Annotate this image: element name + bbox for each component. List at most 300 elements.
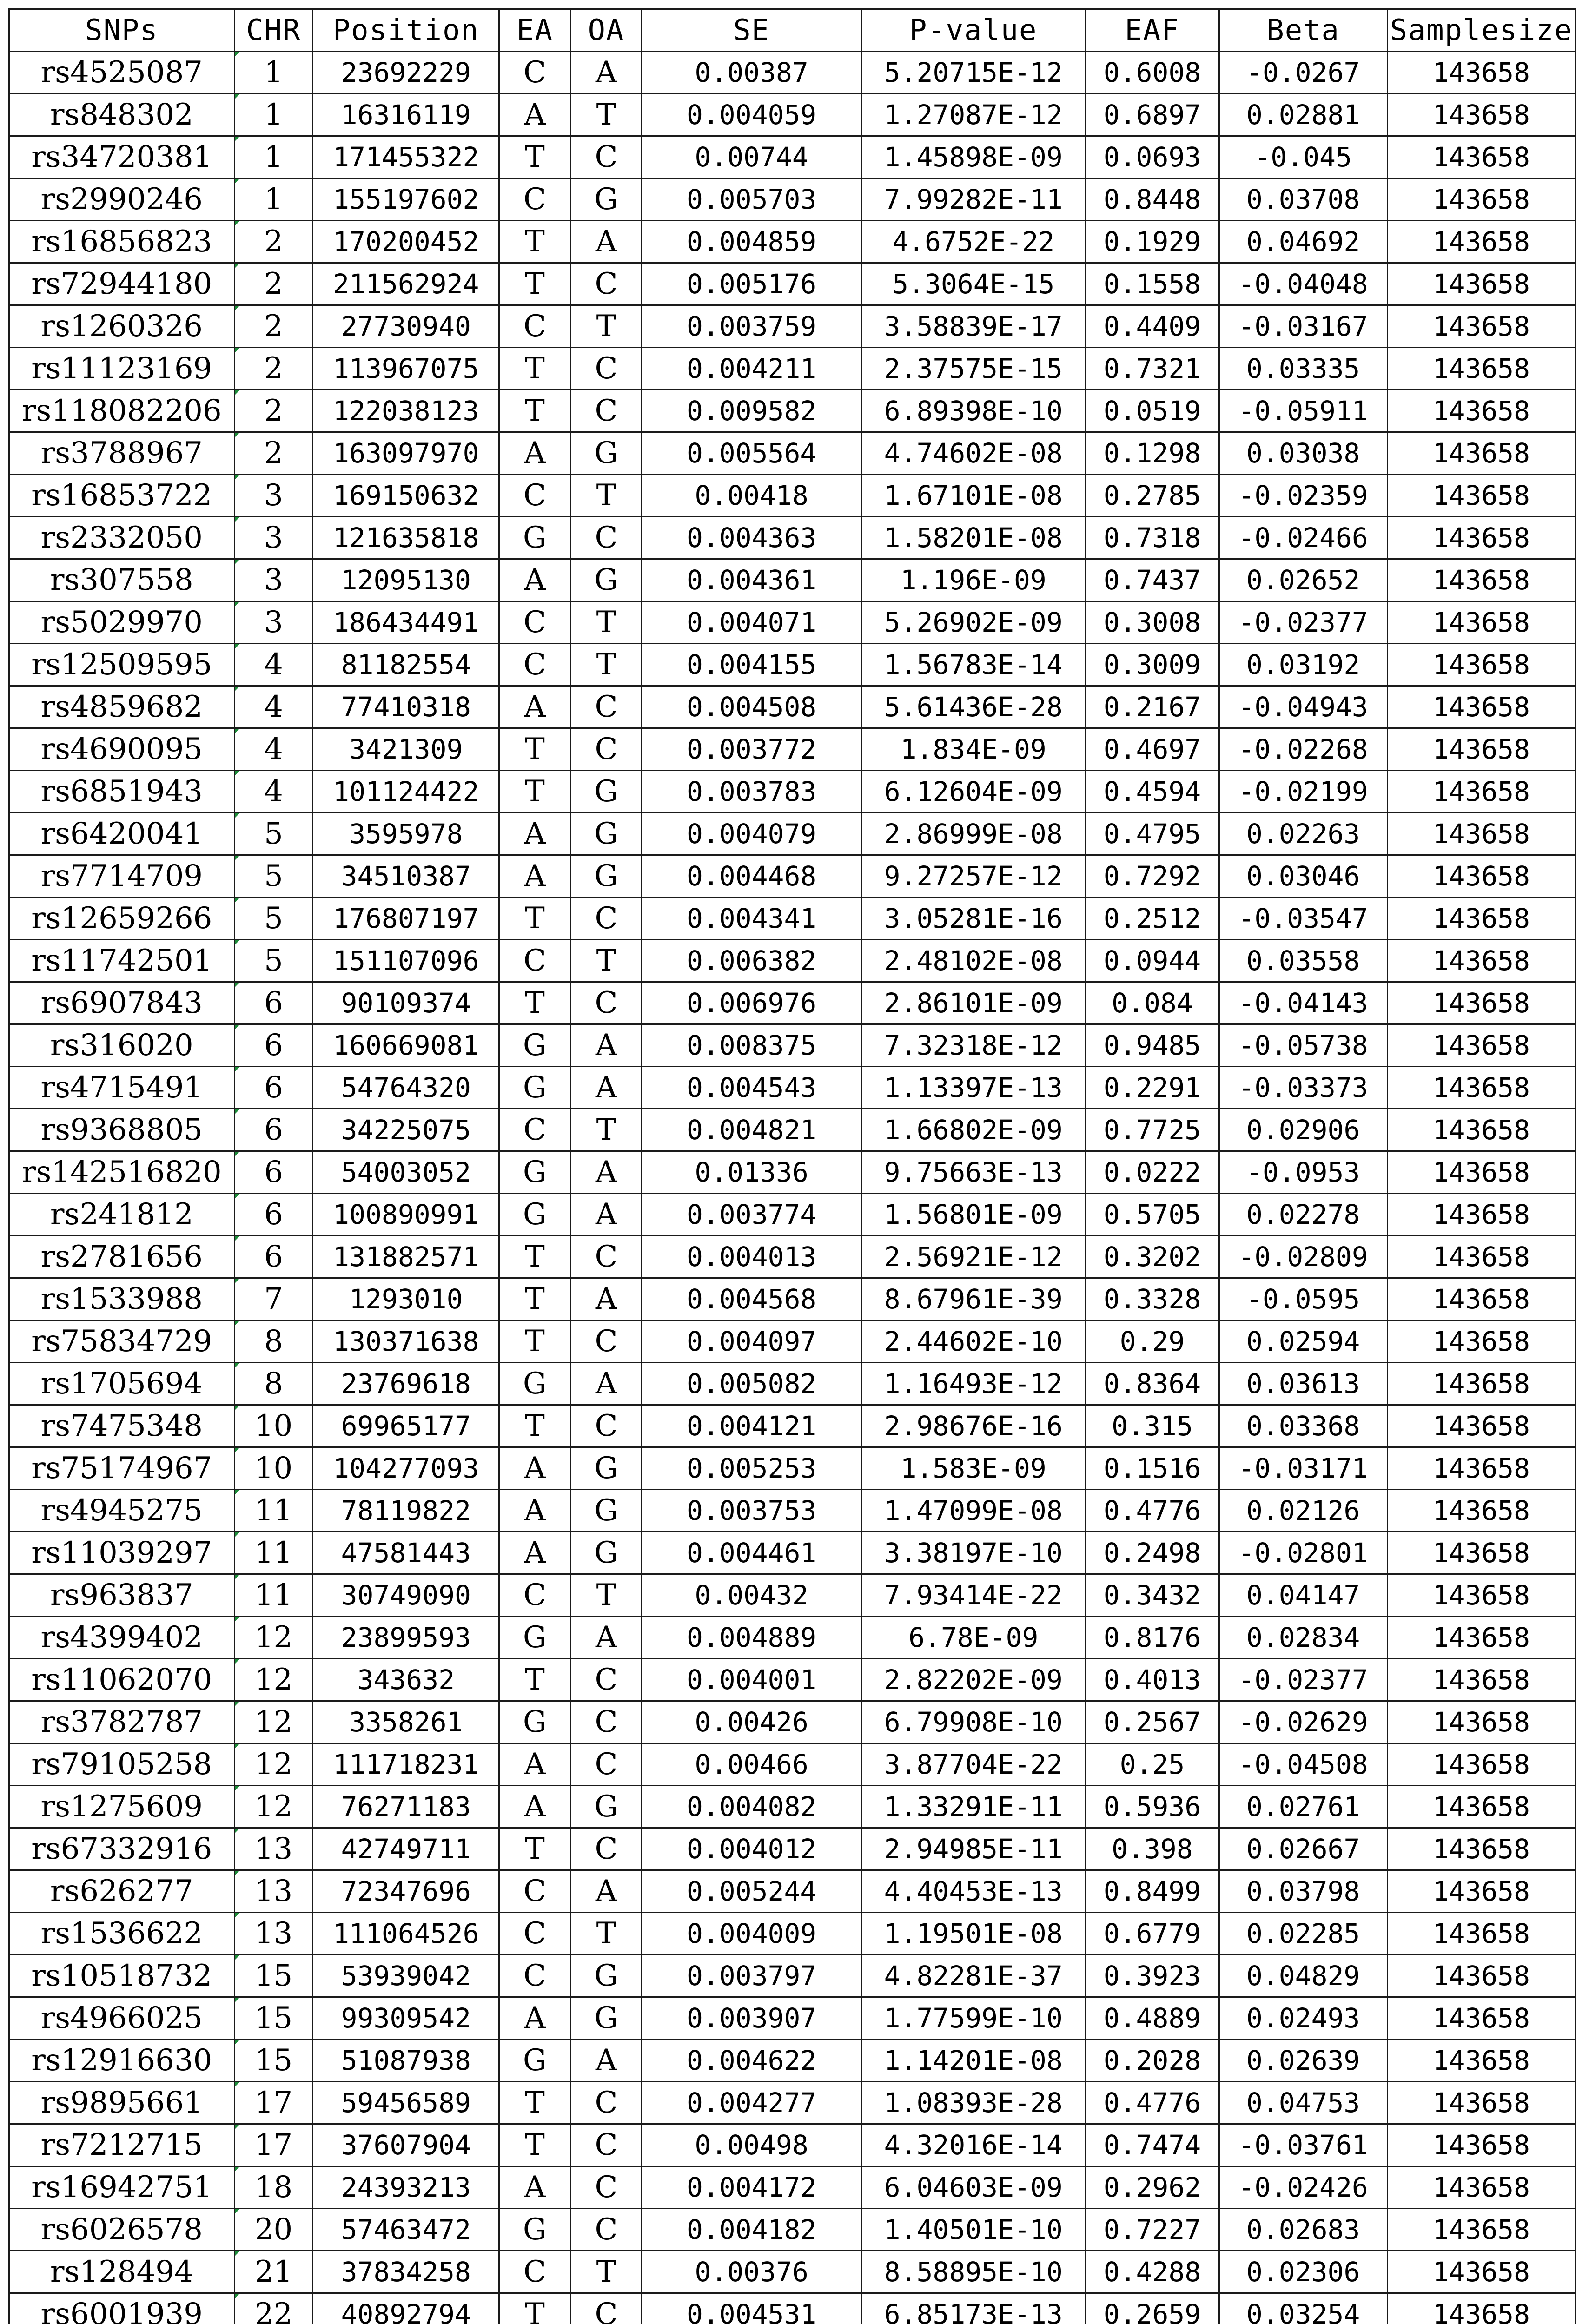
chr-cell[interactable]: 3: [234, 475, 313, 517]
ea-cell[interactable]: C: [499, 475, 570, 517]
ea-cell[interactable]: C: [499, 52, 570, 94]
beta-cell[interactable]: 0.03038: [1219, 432, 1387, 475]
snp-cell[interactable]: rs79105258: [9, 1743, 235, 1786]
position-cell[interactable]: 76271183: [313, 1786, 499, 1828]
beta-cell[interactable]: 0.03335: [1219, 348, 1387, 390]
se-cell[interactable]: 0.004172: [642, 2166, 861, 2209]
ea-cell[interactable]: G: [499, 1151, 570, 1194]
beta-cell[interactable]: 0.03798: [1219, 1870, 1387, 1913]
se-cell[interactable]: 0.005564: [642, 432, 861, 475]
eaf-cell[interactable]: 0.0944: [1086, 940, 1219, 982]
eaf-cell[interactable]: 0.1929: [1086, 221, 1219, 263]
snp-cell[interactable]: rs1275609: [9, 1786, 235, 1828]
oa-cell[interactable]: T: [570, 940, 642, 982]
beta-cell[interactable]: -0.04048: [1219, 263, 1387, 305]
snp-cell[interactable]: rs241812: [9, 1194, 235, 1236]
se-cell[interactable]: 0.004155: [642, 644, 861, 686]
ea-cell[interactable]: T: [499, 728, 570, 771]
chr-cell[interactable]: 15: [234, 1955, 313, 1997]
position-cell[interactable]: 42749711: [313, 1828, 499, 1870]
se-cell[interactable]: 0.004082: [642, 1786, 861, 1828]
se-cell[interactable]: 0.003772: [642, 728, 861, 771]
snp-cell[interactable]: rs7475348: [9, 1405, 235, 1447]
p-value-cell[interactable]: 6.79908E-10: [861, 1701, 1086, 1743]
p-value-cell[interactable]: 8.67961E-39: [861, 1278, 1086, 1320]
ea-cell[interactable]: C: [499, 1109, 570, 1151]
ea-cell[interactable]: C: [499, 644, 570, 686]
samplesize-cell[interactable]: 143658: [1387, 2124, 1575, 2166]
ea-cell[interactable]: A: [499, 1743, 570, 1786]
snp-cell[interactable]: rs7714709: [9, 855, 235, 898]
beta-cell[interactable]: 0.02834: [1219, 1617, 1387, 1659]
se-cell[interactable]: 0.01336: [642, 1151, 861, 1194]
beta-cell[interactable]: 0.03613: [1219, 1363, 1387, 1405]
ea-cell[interactable]: T: [499, 1236, 570, 1278]
position-cell[interactable]: 104277093: [313, 1447, 499, 1490]
se-cell[interactable]: 0.005082: [642, 1363, 861, 1405]
position-cell[interactable]: 163097970: [313, 432, 499, 475]
se-cell[interactable]: 0.00432: [642, 1574, 861, 1617]
column-header-samplesize[interactable]: Samplesize: [1387, 9, 1575, 52]
se-cell[interactable]: 0.00387: [642, 52, 861, 94]
ea-cell[interactable]: G: [499, 517, 570, 559]
p-value-cell[interactable]: 5.20715E-12: [861, 52, 1086, 94]
oa-cell[interactable]: T: [570, 1109, 642, 1151]
p-value-cell[interactable]: 3.87704E-22: [861, 1743, 1086, 1786]
oa-cell[interactable]: G: [570, 178, 642, 221]
ea-cell[interactable]: T: [499, 1828, 570, 1870]
position-cell[interactable]: 69965177: [313, 1405, 499, 1447]
p-value-cell[interactable]: 1.196E-09: [861, 559, 1086, 601]
position-cell[interactable]: 30749090: [313, 1574, 499, 1617]
eaf-cell[interactable]: 0.4288: [1086, 2251, 1219, 2293]
column-header-oa[interactable]: OA: [570, 9, 642, 52]
snp-cell[interactable]: rs4399402: [9, 1617, 235, 1659]
p-value-cell[interactable]: 4.32016E-14: [861, 2124, 1086, 2166]
beta-cell[interactable]: 0.03192: [1219, 644, 1387, 686]
se-cell[interactable]: 0.008375: [642, 1024, 861, 1067]
beta-cell[interactable]: 0.02881: [1219, 94, 1387, 136]
oa-cell[interactable]: C: [570, 1320, 642, 1363]
beta-cell[interactable]: 0.03558: [1219, 940, 1387, 982]
beta-cell[interactable]: 0.04829: [1219, 1955, 1387, 1997]
chr-cell[interactable]: 4: [234, 771, 313, 813]
p-value-cell[interactable]: 1.834E-09: [861, 728, 1086, 771]
beta-cell[interactable]: 0.02652: [1219, 559, 1387, 601]
eaf-cell[interactable]: 0.8448: [1086, 178, 1219, 221]
samplesize-cell[interactable]: 143658: [1387, 2166, 1575, 2209]
beta-cell[interactable]: -0.02629: [1219, 1701, 1387, 1743]
ea-cell[interactable]: T: [499, 221, 570, 263]
position-cell[interactable]: 169150632: [313, 475, 499, 517]
p-value-cell[interactable]: 1.14201E-08: [861, 2040, 1086, 2082]
position-cell[interactable]: 171455322: [313, 136, 499, 178]
oa-cell[interactable]: G: [570, 1997, 642, 2040]
position-cell[interactable]: 160669081: [313, 1024, 499, 1067]
se-cell[interactable]: 0.005176: [642, 263, 861, 305]
p-value-cell[interactable]: 6.04603E-09: [861, 2166, 1086, 2209]
position-cell[interactable]: 40892794: [313, 2293, 499, 2324]
beta-cell[interactable]: -0.03171: [1219, 1447, 1387, 1490]
oa-cell[interactable]: A: [570, 1363, 642, 1405]
se-cell[interactable]: 0.004012: [642, 1828, 861, 1870]
samplesize-cell[interactable]: 143658: [1387, 1109, 1575, 1151]
eaf-cell[interactable]: 0.4409: [1086, 305, 1219, 348]
p-value-cell[interactable]: 3.58839E-17: [861, 305, 1086, 348]
eaf-cell[interactable]: 0.7318: [1086, 517, 1219, 559]
ea-cell[interactable]: A: [499, 432, 570, 475]
samplesize-cell[interactable]: 143658: [1387, 263, 1575, 305]
samplesize-cell[interactable]: 143658: [1387, 1405, 1575, 1447]
ea-cell[interactable]: T: [499, 136, 570, 178]
column-header-beta[interactable]: Beta: [1219, 9, 1387, 52]
snp-cell[interactable]: rs2332050: [9, 517, 235, 559]
se-cell[interactable]: 0.009582: [642, 390, 861, 432]
ea-cell[interactable]: C: [499, 1955, 570, 1997]
se-cell[interactable]: 0.004622: [642, 2040, 861, 2082]
chr-cell[interactable]: 6: [234, 1236, 313, 1278]
snp-cell[interactable]: rs4525087: [9, 52, 235, 94]
beta-cell[interactable]: 0.02683: [1219, 2209, 1387, 2251]
eaf-cell[interactable]: 0.4594: [1086, 771, 1219, 813]
eaf-cell[interactable]: 0.2512: [1086, 898, 1219, 940]
p-value-cell[interactable]: 1.56801E-09: [861, 1194, 1086, 1236]
p-value-cell[interactable]: 3.38197E-10: [861, 1532, 1086, 1574]
se-cell[interactable]: 0.003907: [642, 1997, 861, 2040]
snp-cell[interactable]: rs848302: [9, 94, 235, 136]
samplesize-cell[interactable]: 143658: [1387, 644, 1575, 686]
oa-cell[interactable]: T: [570, 1574, 642, 1617]
oa-cell[interactable]: A: [570, 221, 642, 263]
chr-cell[interactable]: 13: [234, 1870, 313, 1913]
snp-cell[interactable]: rs72944180: [9, 263, 235, 305]
eaf-cell[interactable]: 0.3009: [1086, 644, 1219, 686]
p-value-cell[interactable]: 5.61436E-28: [861, 686, 1086, 728]
p-value-cell[interactable]: 6.89398E-10: [861, 390, 1086, 432]
beta-cell[interactable]: 0.03368: [1219, 1405, 1387, 1447]
snp-cell[interactable]: rs16856823: [9, 221, 235, 263]
eaf-cell[interactable]: 0.7437: [1086, 559, 1219, 601]
samplesize-cell[interactable]: 143658: [1387, 517, 1575, 559]
se-cell[interactable]: 0.003783: [642, 771, 861, 813]
beta-cell[interactable]: 0.02667: [1219, 1828, 1387, 1870]
position-cell[interactable]: 3421309: [313, 728, 499, 771]
eaf-cell[interactable]: 0.5936: [1086, 1786, 1219, 1828]
eaf-cell[interactable]: 0.6897: [1086, 94, 1219, 136]
ea-cell[interactable]: A: [499, 559, 570, 601]
oa-cell[interactable]: C: [570, 686, 642, 728]
chr-cell[interactable]: 10: [234, 1447, 313, 1490]
beta-cell[interactable]: 0.04147: [1219, 1574, 1387, 1617]
oa-cell[interactable]: G: [570, 559, 642, 601]
ea-cell[interactable]: C: [499, 2251, 570, 2293]
ea-cell[interactable]: T: [499, 2124, 570, 2166]
chr-cell[interactable]: 15: [234, 1997, 313, 2040]
samplesize-cell[interactable]: 143658: [1387, 475, 1575, 517]
snp-cell[interactable]: rs4715491: [9, 1067, 235, 1109]
se-cell[interactable]: 0.00376: [642, 2251, 861, 2293]
snp-cell[interactable]: rs6907843: [9, 982, 235, 1024]
oa-cell[interactable]: G: [570, 1447, 642, 1490]
ea-cell[interactable]: T: [499, 982, 570, 1024]
oa-cell[interactable]: C: [570, 263, 642, 305]
eaf-cell[interactable]: 0.4013: [1086, 1659, 1219, 1701]
snp-cell[interactable]: rs6001939: [9, 2293, 235, 2324]
chr-cell[interactable]: 2: [234, 348, 313, 390]
beta-cell[interactable]: -0.05738: [1219, 1024, 1387, 1067]
p-value-cell[interactable]: 6.12604E-09: [861, 771, 1086, 813]
p-value-cell[interactable]: 2.48102E-08: [861, 940, 1086, 982]
ea-cell[interactable]: G: [499, 2209, 570, 2251]
beta-cell[interactable]: 0.04692: [1219, 221, 1387, 263]
oa-cell[interactable]: A: [570, 1067, 642, 1109]
beta-cell[interactable]: -0.02809: [1219, 1236, 1387, 1278]
chr-cell[interactable]: 7: [234, 1278, 313, 1320]
ea-cell[interactable]: A: [499, 1447, 570, 1490]
p-value-cell[interactable]: 1.45898E-09: [861, 136, 1086, 178]
samplesize-cell[interactable]: 143658: [1387, 305, 1575, 348]
samplesize-cell[interactable]: 143658: [1387, 432, 1575, 475]
snp-cell[interactable]: rs6420041: [9, 813, 235, 855]
samplesize-cell[interactable]: 143658: [1387, 1701, 1575, 1743]
snp-cell[interactable]: rs9368805: [9, 1109, 235, 1151]
snp-cell[interactable]: rs4966025: [9, 1997, 235, 2040]
chr-cell[interactable]: 3: [234, 559, 313, 601]
beta-cell[interactable]: -0.0953: [1219, 1151, 1387, 1194]
p-value-cell[interactable]: 7.32318E-12: [861, 1024, 1086, 1067]
position-cell[interactable]: 211562924: [313, 263, 499, 305]
se-cell[interactable]: 0.004531: [642, 2293, 861, 2324]
se-cell[interactable]: 0.004013: [642, 1236, 861, 1278]
oa-cell[interactable]: A: [570, 1278, 642, 1320]
se-cell[interactable]: 0.005244: [642, 1870, 861, 1913]
se-cell[interactable]: 0.00498: [642, 2124, 861, 2166]
p-value-cell[interactable]: 2.86101E-09: [861, 982, 1086, 1024]
ea-cell[interactable]: C: [499, 178, 570, 221]
beta-cell[interactable]: 0.03708: [1219, 178, 1387, 221]
ea-cell[interactable]: A: [499, 1490, 570, 1532]
chr-cell[interactable]: 5: [234, 940, 313, 982]
position-cell[interactable]: 23769618: [313, 1363, 499, 1405]
beta-cell[interactable]: -0.03547: [1219, 898, 1387, 940]
oa-cell[interactable]: C: [570, 136, 642, 178]
oa-cell[interactable]: A: [570, 52, 642, 94]
se-cell[interactable]: 0.004889: [642, 1617, 861, 1659]
chr-cell[interactable]: 6: [234, 1067, 313, 1109]
position-cell[interactable]: 77410318: [313, 686, 499, 728]
ea-cell[interactable]: T: [499, 771, 570, 813]
snp-cell[interactable]: rs11742501: [9, 940, 235, 982]
p-value-cell[interactable]: 7.99282E-11: [861, 178, 1086, 221]
ea-cell[interactable]: C: [499, 305, 570, 348]
position-cell[interactable]: 16316119: [313, 94, 499, 136]
snp-cell[interactable]: rs1533988: [9, 1278, 235, 1320]
eaf-cell[interactable]: 0.4776: [1086, 1490, 1219, 1532]
position-cell[interactable]: 131882571: [313, 1236, 499, 1278]
ea-cell[interactable]: C: [499, 601, 570, 644]
se-cell[interactable]: 0.004001: [642, 1659, 861, 1701]
samplesize-cell[interactable]: 143658: [1387, 390, 1575, 432]
samplesize-cell[interactable]: 143658: [1387, 1617, 1575, 1659]
p-value-cell[interactable]: 4.82281E-37: [861, 1955, 1086, 1997]
se-cell[interactable]: 0.004363: [642, 517, 861, 559]
chr-cell[interactable]: 2: [234, 221, 313, 263]
position-cell[interactable]: 3358261: [313, 1701, 499, 1743]
eaf-cell[interactable]: 0.2659: [1086, 2293, 1219, 2324]
p-value-cell[interactable]: 4.6752E-22: [861, 221, 1086, 263]
eaf-cell[interactable]: 0.7474: [1086, 2124, 1219, 2166]
position-cell[interactable]: 51087938: [313, 2040, 499, 2082]
chr-cell[interactable]: 11: [234, 1532, 313, 1574]
se-cell[interactable]: 0.004079: [642, 813, 861, 855]
ea-cell[interactable]: T: [499, 1659, 570, 1701]
position-cell[interactable]: 130371638: [313, 1320, 499, 1363]
oa-cell[interactable]: C: [570, 2293, 642, 2324]
snp-cell[interactable]: rs142516820: [9, 1151, 235, 1194]
oa-cell[interactable]: T: [570, 475, 642, 517]
oa-cell[interactable]: G: [570, 1532, 642, 1574]
oa-cell[interactable]: A: [570, 1194, 642, 1236]
se-cell[interactable]: 0.004859: [642, 221, 861, 263]
position-cell[interactable]: 151107096: [313, 940, 499, 982]
beta-cell[interactable]: 0.02278: [1219, 1194, 1387, 1236]
ea-cell[interactable]: T: [499, 898, 570, 940]
p-value-cell[interactable]: 1.13397E-13: [861, 1067, 1086, 1109]
ea-cell[interactable]: A: [499, 1532, 570, 1574]
beta-cell[interactable]: -0.04943: [1219, 686, 1387, 728]
oa-cell[interactable]: C: [570, 982, 642, 1024]
p-value-cell[interactable]: 5.3064E-15: [861, 263, 1086, 305]
p-value-cell[interactable]: 1.583E-09: [861, 1447, 1086, 1490]
eaf-cell[interactable]: 0.8499: [1086, 1870, 1219, 1913]
p-value-cell[interactable]: 1.27087E-12: [861, 94, 1086, 136]
se-cell[interactable]: 0.004468: [642, 855, 861, 898]
oa-cell[interactable]: A: [570, 1870, 642, 1913]
chr-cell[interactable]: 20: [234, 2209, 313, 2251]
chr-cell[interactable]: 15: [234, 2040, 313, 2082]
chr-cell[interactable]: 11: [234, 1490, 313, 1532]
snp-cell[interactable]: rs75834729: [9, 1320, 235, 1363]
samplesize-cell[interactable]: 143658: [1387, 1997, 1575, 2040]
se-cell[interactable]: 0.004461: [642, 1532, 861, 1574]
chr-cell[interactable]: 21: [234, 2251, 313, 2293]
chr-cell[interactable]: 5: [234, 813, 313, 855]
eaf-cell[interactable]: 0.29: [1086, 1320, 1219, 1363]
ea-cell[interactable]: A: [499, 94, 570, 136]
samplesize-cell[interactable]: 143658: [1387, 559, 1575, 601]
eaf-cell[interactable]: 0.4795: [1086, 813, 1219, 855]
se-cell[interactable]: 0.003774: [642, 1194, 861, 1236]
snp-cell[interactable]: rs3782787: [9, 1701, 235, 1743]
eaf-cell[interactable]: 0.4697: [1086, 728, 1219, 771]
position-cell[interactable]: 170200452: [313, 221, 499, 263]
beta-cell[interactable]: 0.03254: [1219, 2293, 1387, 2324]
chr-cell[interactable]: 10: [234, 1405, 313, 1447]
ea-cell[interactable]: A: [499, 1997, 570, 2040]
ea-cell[interactable]: G: [499, 1067, 570, 1109]
chr-cell[interactable]: 6: [234, 1151, 313, 1194]
beta-cell[interactable]: 0.02306: [1219, 2251, 1387, 2293]
beta-cell[interactable]: 0.02263: [1219, 813, 1387, 855]
oa-cell[interactable]: G: [570, 432, 642, 475]
snp-cell[interactable]: rs75174967: [9, 1447, 235, 1490]
samplesize-cell[interactable]: 143658: [1387, 728, 1575, 771]
p-value-cell[interactable]: 8.58895E-10: [861, 2251, 1086, 2293]
oa-cell[interactable]: C: [570, 2082, 642, 2124]
beta-cell[interactable]: -0.02801: [1219, 1532, 1387, 1574]
oa-cell[interactable]: A: [570, 1024, 642, 1067]
ea-cell[interactable]: A: [499, 855, 570, 898]
beta-cell[interactable]: -0.02426: [1219, 2166, 1387, 2209]
beta-cell[interactable]: -0.05911: [1219, 390, 1387, 432]
ea-cell[interactable]: G: [499, 1194, 570, 1236]
position-cell[interactable]: 59456589: [313, 2082, 499, 2124]
samplesize-cell[interactable]: 143658: [1387, 1278, 1575, 1320]
ea-cell[interactable]: C: [499, 940, 570, 982]
oa-cell[interactable]: C: [570, 2124, 642, 2166]
samplesize-cell[interactable]: 143658: [1387, 1955, 1575, 1997]
column-header-p-value[interactable]: P-value: [861, 9, 1086, 52]
column-header-eaf[interactable]: EAF: [1086, 9, 1219, 52]
ea-cell[interactable]: A: [499, 1786, 570, 1828]
p-value-cell[interactable]: 1.66802E-09: [861, 1109, 1086, 1151]
eaf-cell[interactable]: 0.25: [1086, 1743, 1219, 1786]
eaf-cell[interactable]: 0.2567: [1086, 1701, 1219, 1743]
samplesize-cell[interactable]: 143658: [1387, 686, 1575, 728]
chr-cell[interactable]: 6: [234, 1024, 313, 1067]
snp-cell[interactable]: rs1705694: [9, 1363, 235, 1405]
beta-cell[interactable]: -0.03167: [1219, 305, 1387, 348]
beta-cell[interactable]: -0.0267: [1219, 52, 1387, 94]
p-value-cell[interactable]: 1.67101E-08: [861, 475, 1086, 517]
beta-cell[interactable]: -0.03761: [1219, 2124, 1387, 2166]
snp-cell[interactable]: rs118082206: [9, 390, 235, 432]
beta-cell[interactable]: 0.03046: [1219, 855, 1387, 898]
oa-cell[interactable]: A: [570, 2040, 642, 2082]
chr-cell[interactable]: 13: [234, 1913, 313, 1955]
samplesize-cell[interactable]: 143658: [1387, 1236, 1575, 1278]
p-value-cell[interactable]: 4.74602E-08: [861, 432, 1086, 475]
snp-cell[interactable]: rs16853722: [9, 475, 235, 517]
snp-cell[interactable]: rs11062070: [9, 1659, 235, 1701]
samplesize-cell[interactable]: 143658: [1387, 2040, 1575, 2082]
chr-cell[interactable]: 12: [234, 1786, 313, 1828]
eaf-cell[interactable]: 0.6779: [1086, 1913, 1219, 1955]
samplesize-cell[interactable]: 143658: [1387, 1151, 1575, 1194]
se-cell[interactable]: 0.004508: [642, 686, 861, 728]
chr-cell[interactable]: 1: [234, 52, 313, 94]
se-cell[interactable]: 0.004182: [642, 2209, 861, 2251]
eaf-cell[interactable]: 0.4889: [1086, 1997, 1219, 2040]
eaf-cell[interactable]: 0.0222: [1086, 1151, 1219, 1194]
chr-cell[interactable]: 6: [234, 1194, 313, 1236]
p-value-cell[interactable]: 9.75663E-13: [861, 1151, 1086, 1194]
oa-cell[interactable]: C: [570, 2209, 642, 2251]
ea-cell[interactable]: T: [499, 390, 570, 432]
p-value-cell[interactable]: 2.44602E-10: [861, 1320, 1086, 1363]
column-header-chr[interactable]: CHR: [234, 9, 313, 52]
oa-cell[interactable]: A: [570, 1617, 642, 1659]
position-cell[interactable]: 23899593: [313, 1617, 499, 1659]
eaf-cell[interactable]: 0.8364: [1086, 1363, 1219, 1405]
snp-cell[interactable]: rs1260326: [9, 305, 235, 348]
snp-cell[interactable]: rs4690095: [9, 728, 235, 771]
se-cell[interactable]: 0.004543: [642, 1067, 861, 1109]
eaf-cell[interactable]: 0.315: [1086, 1405, 1219, 1447]
position-cell[interactable]: 24393213: [313, 2166, 499, 2209]
p-value-cell[interactable]: 1.40501E-10: [861, 2209, 1086, 2251]
ea-cell[interactable]: T: [499, 2082, 570, 2124]
